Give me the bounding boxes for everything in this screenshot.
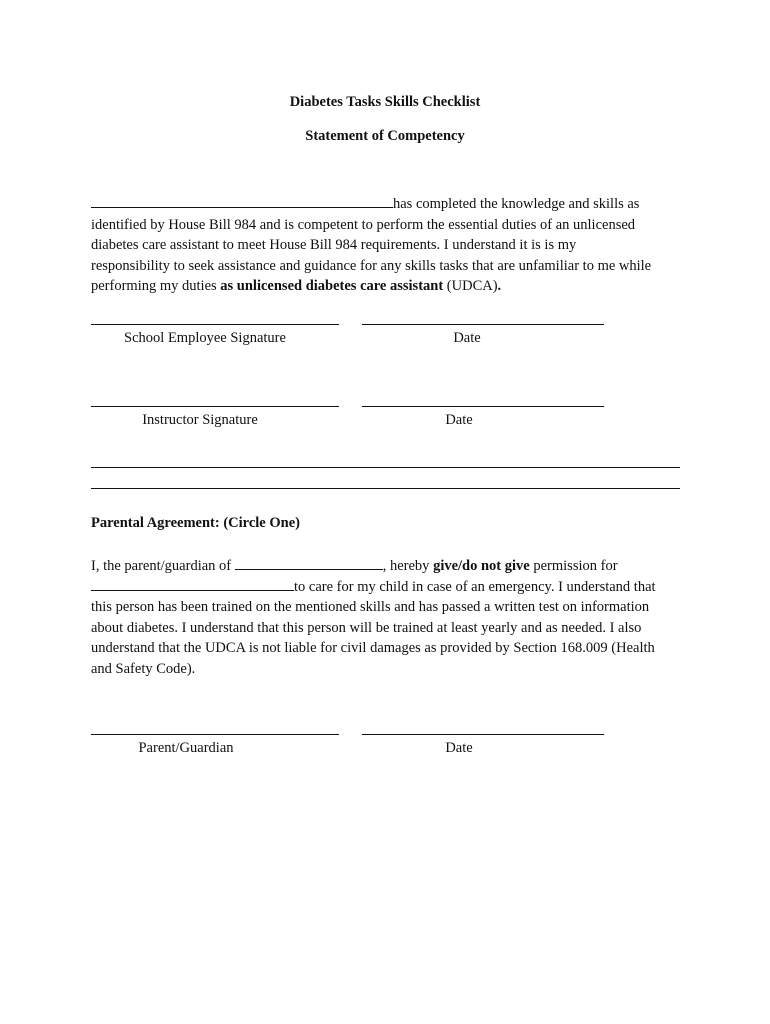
blank-line[interactable] xyxy=(91,467,680,468)
parental-agreement-text: I, the parent/guardian of , hereby give/do not give permission for to care for my child in case of an emergency. I understand that this person has been trained on the mentioned skills and has passed a written test on information about diabetes. I understand that this person will be trained at least yearly and as needed. I also understand that the UDCA is not liable for civil damages as provided by Section 168.009 (Health and Safety Code). xyxy=(91,558,656,677)
employee-date-label: Date xyxy=(453,330,481,346)
parent-date-label: Date xyxy=(445,740,473,756)
child-name-blank[interactable] xyxy=(235,556,383,570)
instructor-date-label: Date xyxy=(445,412,473,428)
competency-statement: has completed the knowledge and skills as identified by House Bill 984 and is competent to perform the essential duties of an unlicensed diabetes care assistant to meet House Bill 984 requirements. I understand it is is my responsibility to seek assistance and guidance for any skills tasks that are unfamiliar to me while performing my duties as unlicensed diabetes care assistant (UDCA). xyxy=(91,196,652,294)
circle-one-option[interactable]: give/do not give xyxy=(433,558,530,574)
blank-line[interactable] xyxy=(91,488,680,489)
instructor-signature-line[interactable] xyxy=(91,406,339,407)
employee-date-line[interactable] xyxy=(362,324,604,325)
employee-signature-label: School Employee Signature xyxy=(124,330,286,346)
instructor-signature-label: Instructor Signature xyxy=(142,412,258,428)
parent-signature-line[interactable] xyxy=(91,734,339,735)
caregiver-name-blank[interactable] xyxy=(91,577,294,591)
parent-signature-label: Parent/Guardian xyxy=(138,740,234,756)
employee-signature-line[interactable] xyxy=(91,324,339,325)
employee-name-blank[interactable] xyxy=(91,194,393,208)
page-title: Diabetes Tasks Skills Checklist xyxy=(289,94,481,110)
page-subtitle: Statement of Competency xyxy=(305,128,465,144)
instructor-date-line[interactable] xyxy=(362,406,604,407)
parent-date-line[interactable] xyxy=(362,734,604,735)
parental-agreement-heading: Parental Agreement: (Circle One) xyxy=(91,515,300,531)
